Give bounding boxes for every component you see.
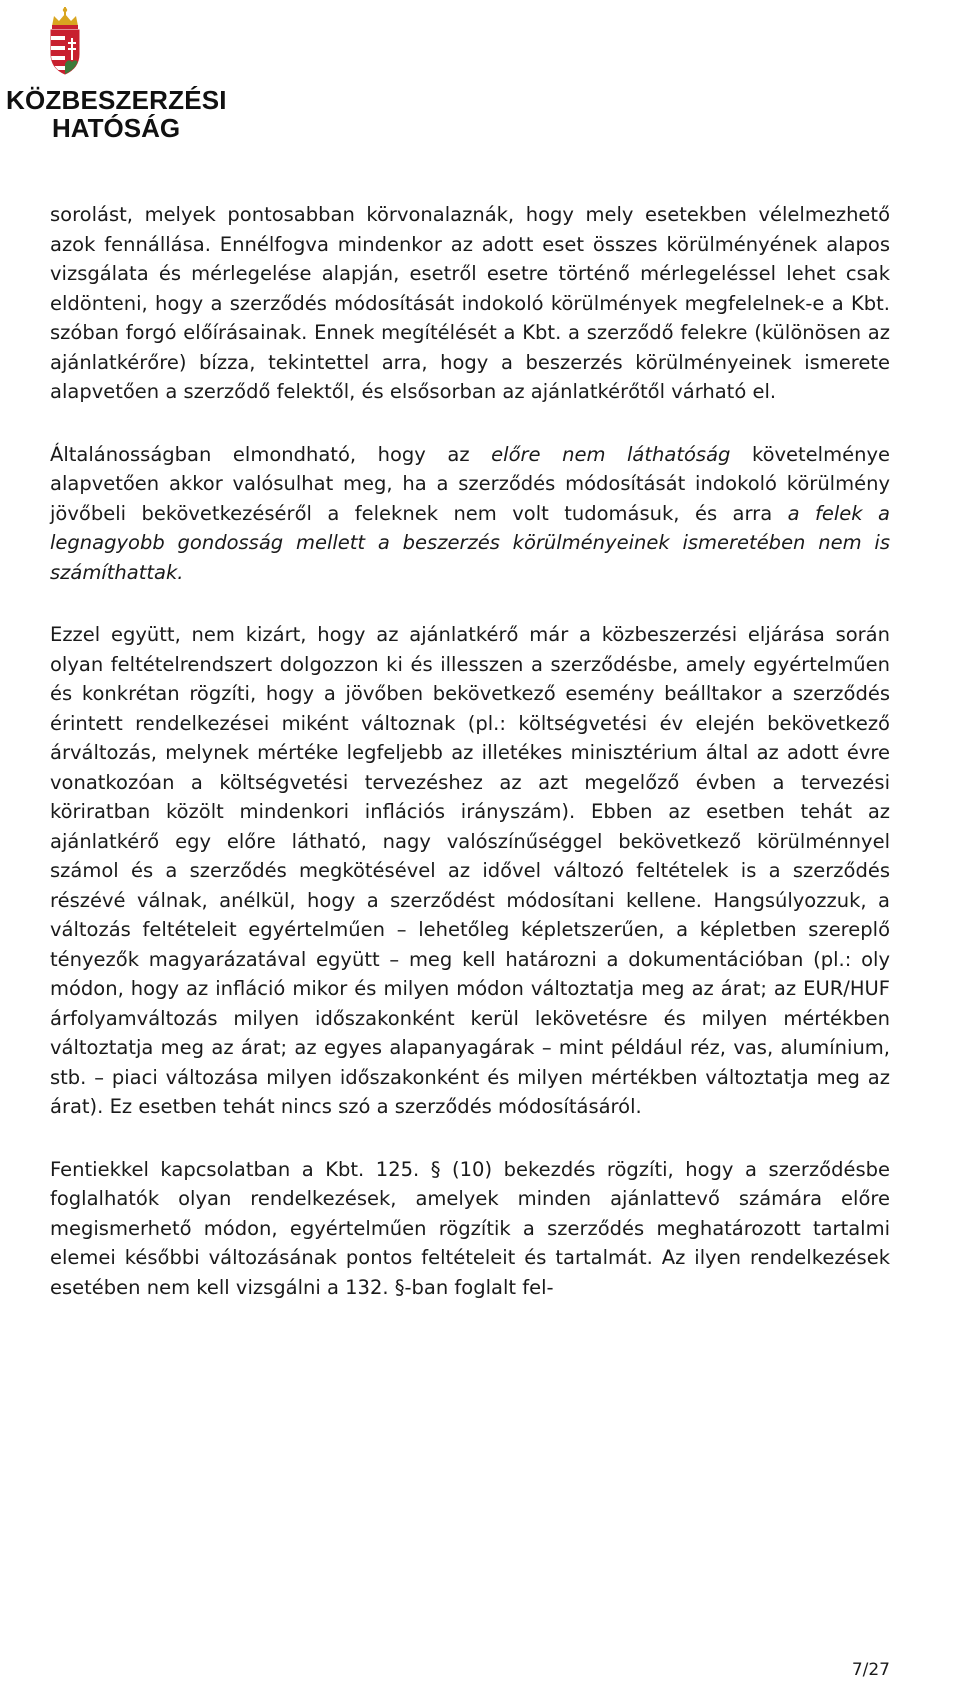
hungarian-coat-of-arms-icon <box>48 6 82 76</box>
paragraph-3-segment: Ezzel együtt, nem kizárt, hogy az ajánlatkérő már a közbeszerzési eljárása során olyan feltételrendszert dolgozzon ki és illesszen a szerződésbe, amely egyértelműen és konkrétan rögzíti, hogy a jövőben bekövetkező esemény beálltakor a szerződés érintett rendelkezései miként változnak (pl.: költségvetési év elején bekövetkező árváltozás, melynek mértéke legfeljebb az illetékes minisztérium által az adott évre vonatkozóan a költségvetési tervezéshez az azt megelőző évben a tervezési köriratban közölt mindenkori inflációs irányszám). Ebben az esetben tehát az ajánlatkérő egy előre látható, nagy valószínűséggel bekövetkező körülménnyel számol és a szerződés megkötésével az idővel változó feltételek is a szerződés részévé válnak, anélkül, hogy a szerződést módosítani kellene. Hangsúlyozzuk, a változás feltételeit egyértelműen – lehetőleg képletszerűen, a képletben szereplő tényezők magyarázatával együtt – meg kell határozni a dokumentációban (pl.: oly módon, hogy az infláció mikor és milyen módon változtatja meg az árat; az EUR/HUF árfolyamváltozás milyen időszakonként kerül lekövetésre és milyen mértékben változtatja meg az árat; az egyes alapanyagárak – mint például réz, vas, alumínium, stb. – piaci változása milyen időszakonként és milyen mértékben változtatja meg az árat). Ez esetben tehát nincs szó a szerződés módosításáról. <box>50 623 890 1118</box>
page-number: 7/27 <box>851 1660 890 1680</box>
paragraph-2-segment: Általánosságban elmondható, hogy az <box>50 442 492 466</box>
logo-text-line1: KÖZBESZERZÉSI <box>6 85 227 115</box>
paragraph-4 <box>50 1155 890 1303</box>
paragraph-2-segment: előre nem láthatóság <box>491 442 731 466</box>
paragraph-3 <box>50 620 890 1122</box>
paragraph-1-segment: sorolást, melyek pontosabban körvonalaznák, hogy mely esetekben vélelmezhető azok fennállása. Ennélfogva mindenkor az adott eset összes körülményének alapos vizsgálata és mérlegelése alapján, esetről esetre történő mérlegeléssel lehet csak eldönteni, hogy a szerződés módosítását indokoló körülmények megfelelnek-e a Kbt. szóban forgó előírásainak. Ennek megítélését a Kbt. a szerződő felekre (különösen az ajánlatkérőre) bízza, tekintettel arra, hogy a beszerzés körülményeinek ismerete alapvetően a szerződő felektől, és elsősorban az ajánlatkérőtől várható el. <box>50 203 890 403</box>
paragraph-1 <box>50 200 890 407</box>
paragraph-2 <box>50 440 890 588</box>
paragraph-2-segment: a felek a legnagyobb gondosság mellett a beszerzés körülményeinek ismeretében nem is számíthattak. <box>50 501 890 584</box>
paragraph-2-segment: követelménye alapvetően akkor valósulhat meg, ha a szerződés módosítását indokoló körülmény jövőbeli bekövetkezéséről a feleknek nem volt tudomásuk, és arra <box>50 442 890 525</box>
document-body <box>50 200 890 1335</box>
logo-text-line2: HATÓSÁG <box>52 113 181 143</box>
paragraph-4-segment: Fentiekkel kapcsolatban a Kbt. 125. § (10) bekezdés rögzíti, hogy a szerződésbe foglalhatók olyan rendelkezések, amelyek minden ajánlattevő számára előre megismerhető módon, egyértelműen rögzítik a szerződés meghatározott tartalmi elemei későbbi változásának pontos feltételeit és tartalmát. Az ilyen rendelkezések esetében nem kell vizsgálni a 132. §-ban foglalt fel- <box>50 1157 890 1299</box>
